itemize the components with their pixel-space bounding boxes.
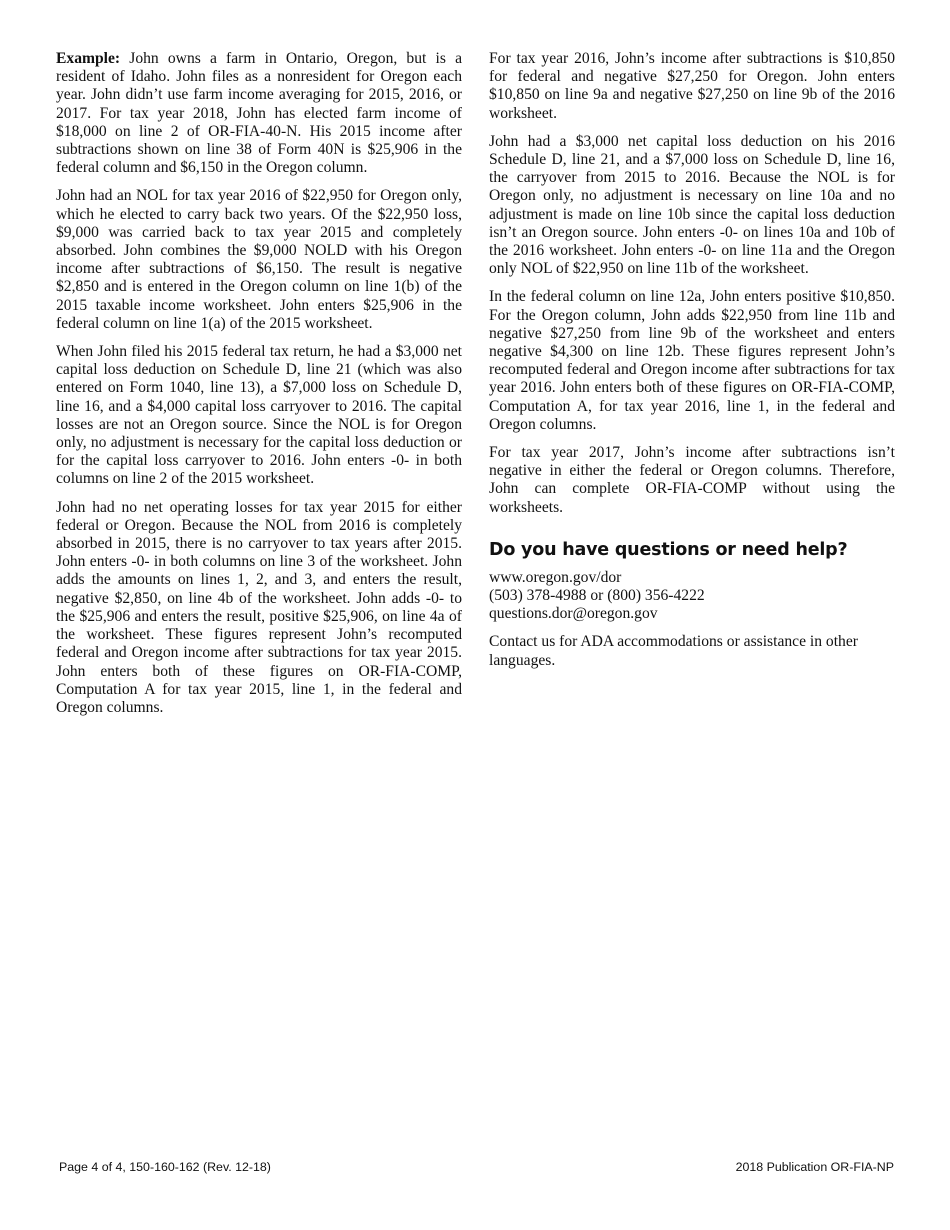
phone-numbers: (503) 378-4988 or (800) 356-4222 (489, 587, 705, 605)
help-heading: Do you have questions or need help? (489, 539, 848, 560)
footer-publication: 2018 Publication OR-FIA-NP (735, 1160, 894, 1174)
ada-note: Contact us for ADA accommodations or assistance in other languages. (489, 633, 858, 669)
recompute-2015-paragraph: John had no net operating losses for tax year 2015 for either federal or Oregon. Because the NOL from 2016 is completely absorbed in 2015, there is no carryover to tax years after 2015. John enters -0- in both columns on line 3 of the worksheet. John adds the amounts on lines 1, 2, and 3, and enters the result, negative $2,850, on line 4b of the worksheet. John adds -0- to the $25,906 and enters the result, positive $25,906, on line 4a of the worksheet. These figures represent John’s recomputed federal and Oregon income after subtractions for tax year 2015. John enters both of these figures on OR-FIA-COMP, Computation A for tax year 2015, line 1, in the federal and Oregon columns. (56, 498, 462, 716)
recompute-2016-paragraph: In the federal column on line 12a, John enters positive $10,850. For the Oregon column, John adds $22,950 from line 11b and negative $27,250 from line 9b of the worksheet and enters negative $4,300 on line 12b. These figures represent John’s recomputed federal and Oregon income after subtractions for tax year 2016. John enters both of these figures on OR-FIA-COMP, Computation A, for tax year 2016, line 1, in the federal and Oregon columns. (489, 288, 895, 433)
left-column (56, 50, 462, 727)
tax-year-2017-paragraph: For tax year 2017, John’s income after subtractions isn’t negative in either the federal or Oregon columns. Therefore, John can complete OR-FIA-COMP without using the worksheets. (489, 444, 895, 516)
example-lead: Example: (56, 50, 121, 67)
footer-page-info: Page 4 of 4, 150-160-162 (Rev. 12-18) (59, 1160, 271, 1174)
contact-block (489, 569, 895, 624)
capital-loss-2016-paragraph: John had a $3,000 net capital loss deduction on his 2016 Schedule D, line 21, and a $7,000 loss on Schedule D, line 16, the carryover from 2015 to 2016. Because the NOL is for Oregon only, no adjustment is necessary on line 10a and no adjustment is made on line 10b since the capital loss deduction isn’t an Oregon source. John enters -0- on lines 10a and 10b of the 2016 worksheet. John enters -0- on line 11a and the Oregon only NOL of $22,950 on line 11b of the worksheet. (489, 132, 895, 278)
website-link[interactable]: www.oregon.gov/dor (489, 568, 622, 586)
right-column (489, 50, 895, 680)
example-body: John owns a farm in Ontario, Oregon, but is a resident of Idaho. John files as a nonresident for Oregon each year. John didn’t use farm income averaging for 2015, 2016, or 2017. For tax year 2018, John has elected farm income of $18,000 on line 2 of OR-FIA-40-N. His 2015 income after subtractions shown on line 38 of Form 40N is $25,906 in the federal column and $6,150 in the Oregon column. (56, 50, 462, 177)
capital-loss-2015-paragraph: When John filed his 2015 federal tax return, he had a $3,000 net capital loss deduction on Schedule D, line 21 (which was also entered on Form 1040, line 13), a $7,000 loss on Schedule D, line 16, and a $4,000 capital loss carryover to 2016. The capital losses are not an Oregon source. Since the NOL is for Oregon only, no adjustment is necessary for the capital loss deduction or for the capital loss carryover to 2016. John enters -0- in both columns on line 2 of the 2015 worksheet. (56, 343, 462, 488)
example-paragraph (56, 50, 462, 177)
tax-year-2016-paragraph: For tax year 2016, John’s income after subtractions is $10,850 for federal and negative $27,250 for Oregon. John enters $10,850 on line 9a and negative $27,250 on line 9b of the 2016 worksheet. (489, 50, 895, 122)
nol-paragraph: John had an NOL for tax year 2016 of $22,950 for Oregon only, which he elected to carry back two years. Of the $22,950 loss, $9,000 was carried back to tax year 2015 and completely absorbed. John combines the $9,000 NOLD with his Oregon income after subtractions of $6,150. The result is negative $2,850 and is entered in the Oregon column on line 1(b) of the 2015 taxable income worksheet. John enters $25,906 in the federal column on line 1(a) of the 2015 worksheet. (56, 187, 462, 332)
email-link[interactable]: questions.dor@oregon.gov (489, 605, 658, 623)
